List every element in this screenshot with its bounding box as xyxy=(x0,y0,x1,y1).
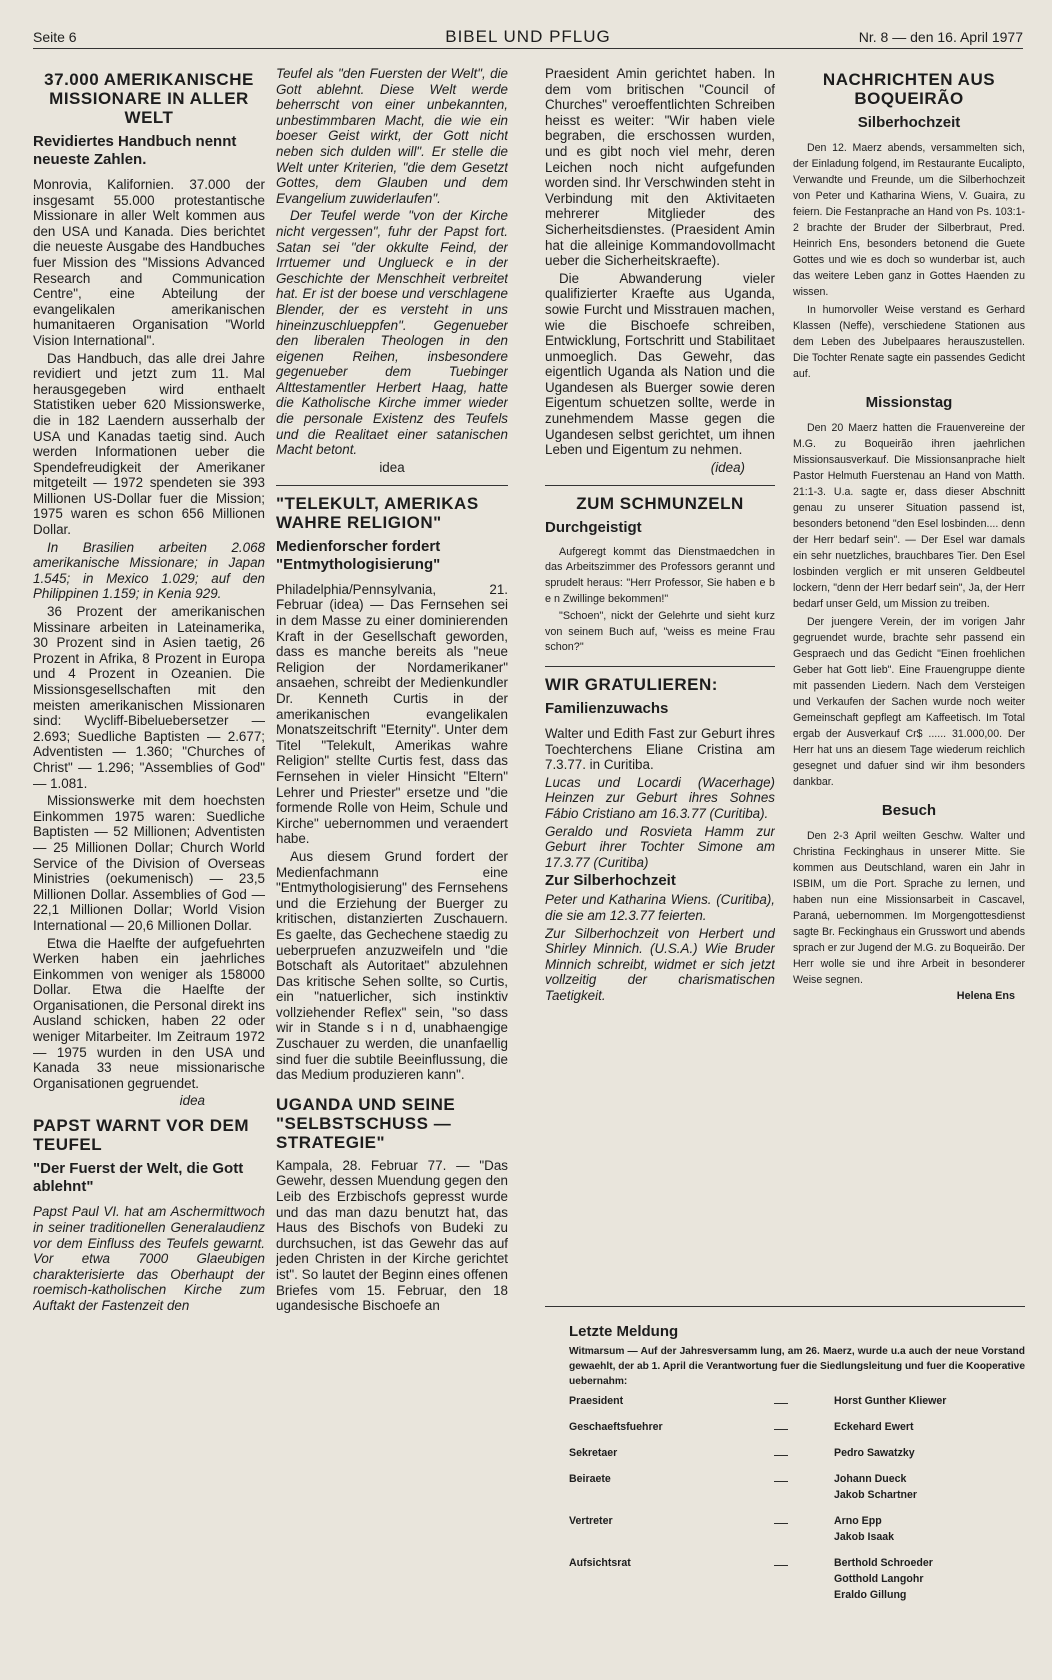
article-paragraph: In humorvoller Weise verstand es Gerhard Klassen (Neffe), verschiedene Stationen aus dem Leben des Jubelpaares herauszustellen. Die Tochter Renate sagte ein passendes Gedicht auf. xyxy=(793,304,1025,380)
issue-date: Nr. 8 — den 16. April 1977 xyxy=(858,29,1023,45)
name-cell: Pedro Sawatzky xyxy=(834,1447,915,1459)
table-row xyxy=(569,1547,1009,1573)
article-title: ZUM SCHMUNZELN xyxy=(576,493,744,513)
article-paragraph: Aus diesem Grund fordert der Medienfachmann eine "Entmythologisierung" des Fernsehens und die Erziehung der Buerger zu kritischen, distanzierten Zuschauern. Es gaelte, das Gechechene staedig zu ueberpruefen anzuzweifeln und "die Botschaft als Autoritaet" abzulehnen Das kritische Sehen sollte, so Curtis, ein "natuerlicher, sich instinktiv vollziehender Reflex" sein, "so dass wir in Stande s i n d, unabhaengige Zuschauer zu werden, die unanfaellig sind fuer die subtile Beeinflussung, die das Medium produzieren kann". xyxy=(276,848,508,1083)
article-paragraph: Zur Silberhochzeit von Herbert und Shirley Minnich. (U.S.A.) Wie Bruder Minnich schreibt, widmet er sich jetzt vollzeitig der charismatischen Taetigkeit. xyxy=(545,925,775,1003)
name-cell: Gotthold Langohr xyxy=(834,1573,924,1585)
article-signature: Helena Ens xyxy=(956,990,1015,1002)
article-title: UGANDA UND SEINE "SELBSTSCHUSS — STRATEGIE" xyxy=(276,1094,456,1152)
table-row xyxy=(569,1531,1009,1547)
article-paragraph: Den 12. Maerz abends, versammelten sich, der Einladung folgend, im Restaurante Eucalipto, Verwandte und Freunde, um die Silberhochzeit von Peter und Katharina Wiens, V. Guaira, zu feiern. Die Festanprache an Hand von Ps. 103:1-2 brachte der Bruder der Silberbraut, Pred. Heinrich Ens, besonders betonend die Guete Gottes und wie es doch so wunderbar ist, auch das weitere Leben ganz in Gottes Haenden zu wissen. xyxy=(793,142,1025,298)
article-paragraph: In Brasilien arbeiten 2.068 amerikanische Missionare; in Japan 1.545; in Mexico 1.029; auf den Philippinen 1.159; in Kenia 929. xyxy=(33,539,265,602)
article-title: 37.000 AMERIKANISCHE MISSIONARE IN ALLER WELT xyxy=(44,70,254,127)
latest-news-intro: Witmarsum — Auf der Jahresversamm lung, am 26. Maerz, wurde u.a auch der neue Vorstand gewaehlt, der ab 1. April die Verantwortung fuer die Siedlungsleitung und fuer die Kooperative uebernahm: xyxy=(569,1346,1025,1387)
article-subtitle: "Der Fuerst der Welt, die Gott ablehnt" xyxy=(33,1160,244,1196)
column-4 xyxy=(793,66,1025,1294)
article-signature: (idea) xyxy=(710,459,745,475)
article-paragraph: Lucas und Locardi (Wacerhage) Heinzen zur Geburt ihres Sohnes Fábio Cristiano am 16.3.77 (Curitiba). xyxy=(545,774,775,821)
role-cell xyxy=(569,1589,774,1605)
role-cell: Praesident xyxy=(569,1395,624,1407)
name-cell: Arno Epp xyxy=(834,1515,882,1527)
article-subtitle: Revidiertes Handbuch nennt neueste Zahlen. xyxy=(33,133,237,168)
article-paragraph: "Schoen", nickt der Gelehrte und sieht kurz von seinem Buch auf, "weiss es meine Frau schon?" xyxy=(545,610,775,654)
role-cell xyxy=(569,1531,774,1547)
latest-news-title: Letzte Meldung xyxy=(569,1323,679,1340)
article-paragraph: Geraldo und Rosvieta Hamm zur Geburt ihrer Tochter Simone am 17.3.77 (Curitiba) xyxy=(545,823,775,870)
article-paragraph: Das Handbuch, das alle drei Jahre revidiert und jetzt zum 11. Mal herausgegeben wird enthaelt Statistiken ueber 620 Missionswerke, die in 182 Laendern ausserhalb der USA und Kanadas taetig sind. Auch werden Informationen ueber die Spendefreudigkeit der Amerikaner mitgeteilt — 1972 spendeten sie 393 Millionen US-Dollar fuer die Mission; 1975 waren es schon 656 Millionen Dollar. xyxy=(33,350,265,538)
table-row xyxy=(569,1395,1009,1411)
role-cell xyxy=(569,1489,774,1505)
role-cell: Beiraete xyxy=(569,1473,611,1485)
dash-cell: — xyxy=(774,1394,788,1410)
latest-news-box xyxy=(545,1306,1025,1676)
newspaper-title: BIBEL UND PFLUG xyxy=(445,27,611,46)
article-title: PAPST WARNT VOR DEM TEUFEL xyxy=(33,1116,250,1155)
page-header xyxy=(33,26,1023,49)
article-paragraph: Peter und Katharina Wiens. (Curitiba), die sie am 12.3.77 feierten. xyxy=(545,892,775,923)
article-subtitle: Zur Silberhochzeit xyxy=(545,872,676,890)
divider xyxy=(545,485,775,486)
role-cell: Geschaeftsfuehrer xyxy=(569,1421,663,1433)
table-row xyxy=(569,1489,1009,1505)
table-row xyxy=(569,1505,1009,1531)
article-paragraph: Praesident Amin gerichtet haben. In dem vom britischen "Council of Churches" veroeffentlichten Schreiben heisst es weiter: "Wir haben viele begraben, die erschossen wurden, und es gibt noch viel mehr, deren Leichen noch nicht aufgefunden worden sind. Ihr Verschwinden steht in Verbindung mit den Aktivitaeten mehrerer Mitglieder des Sicherheitsdienstes. (Praesident Amin hat die alleinige Kommandovollmacht ueber die Sicherheitskraefte). xyxy=(545,66,775,269)
dash-cell xyxy=(774,1573,834,1589)
article-paragraph: Den 2-3 April weilten Geschw. Walter und Christina Feckinghaus in unserer Mitte. Sie kommen aus Deutschland, waren ein Jahr in ISBIM, um die Port. Sprache zu lernen, und haben nun eine Missionsarbeit in Cascavel, Paraná, uebernommen. Im Morgengottesdienst sagte Br. Feckinghaus ein Grusswort und abends sprach er zur Jugend der M.G. zu Boqueirão. Der Herr wolle sie und ihre Arbeit in besonderer Weise segnen. xyxy=(793,830,1025,986)
name-cell: Jakob Isaak xyxy=(834,1531,895,1543)
article-signature: idea xyxy=(179,1093,205,1109)
section-heading: Missionstag xyxy=(865,394,953,411)
table-row xyxy=(569,1411,1009,1437)
article-title: WIR GRATULIEREN: xyxy=(545,675,718,694)
divider xyxy=(545,1306,1025,1307)
dash-cell: — xyxy=(774,1446,788,1462)
article-paragraph: Teufel als "den Fuersten der Welt", die Gott ablehnt. Diese Welt werde beherrscht von einer unbekannten, unbestimmbaren Macht, die wie ein boeser Geist wirkt, der Gott nicht neben sich dulden will". Er stelle die Welt unter Kriterien, "die dem Gesetzt Gottes, dem Glauben und dem Evangelium zuwiderlaufen". xyxy=(276,66,508,206)
article-subtitle: Durchgeistigt xyxy=(545,518,642,536)
article-paragraph: Der juengere Verein, der im vorigen Jahr gegruendet wurde, brachte sehr passend ein Gespraech und das Gedicht "Einen froehlichen Geber hat Gott lieb". Eine Frauengruppe diente mit passenden Liedern. Nach dem Versteigen und Verkaufen der Sachen wurde noch weiter Gemeinschaft gepflegt am Kaffeetisch. Im Total ergab der Ausverkauf Cr$ ...... 31.000,00. Der Herr hat uns an diesem Tage wiederum reichlich gesegnet und dafuer sind wir ihm besonders dankbar. xyxy=(793,616,1025,788)
article-paragraph: Walter und Edith Fast zur Geburt ihres Toechterchens Eliane Cristina am 7.3.77. in Curitiba. xyxy=(545,726,775,773)
article-subtitle: Medienforscher fordert "Entmythologisierung" xyxy=(276,537,441,573)
column-1 xyxy=(33,66,265,1666)
divider xyxy=(276,485,508,486)
dash-cell: — xyxy=(774,1514,788,1530)
name-cell: Horst Gunther Kliewer xyxy=(834,1395,947,1407)
article-title: NACHRICHTEN AUS BOQUEIRÃO xyxy=(822,70,996,108)
name-cell: Eckehard Ewert xyxy=(834,1421,914,1433)
role-cell: Sekretaer xyxy=(569,1447,618,1459)
name-cell: Eraldo Gillung xyxy=(834,1589,907,1601)
table-row xyxy=(569,1437,1009,1463)
article-paragraph: Die Abwanderung vieler qualifizierter Kraefte aus Uganda, sowie Furcht und Misstrauen machen, wie die Bischoefe schreiben, Entwicklung, Fortschritt und Stabilitaet unmoeglich. Das Gewehr, das eigentlich Uganda als Nation und die Ugandesen als Buerger sowie deren Eigentum schuetzen sollte, werde in zunehmendem Masse gegen die Ugandesen selbst gerichtet, um ihnen Leben und Eigentum zu nehmen. xyxy=(545,270,775,458)
article-paragraph: Der Teufel werde "von der Kirche nicht vergessen", fuhr der Papst fort. Satan sei "der okkulte Feind, der Irrtuemer und Unglueck e in der Geschichte der Menschheit verbreitet hat. Er ist der boese und verschlagene Blender, der es versteht in uns hineinzuschlueppfen". Gegenueber den liberalen Theologen in den eigenen Reihen, insbesondere gegenueber dem Tuebinger Alttestamentler Herbert Haag, hatte die Katholische Kirche immer wieder die personale Existenz des Teufels und die Realitaet einer satanischen Macht betont. xyxy=(276,208,508,458)
role-cell: Aufsichtsrat xyxy=(569,1557,631,1569)
name-cell: Johann Dueck xyxy=(834,1473,907,1485)
article-paragraph: Aufgeregt kommt das Dienstmaedchen in das Arbeitszimmer des Professors gerannt und sprudelt heraus: "Herr Professor, Sie haben e b e n Zwillinge bekommen!" xyxy=(545,545,775,605)
name-cell: Berthold Schroeder xyxy=(834,1557,933,1569)
article-paragraph: Papst Paul VI. hat am Aschermittwoch in seiner traditionellen Generalaudienz vor dem Einfluss des Teufels gewarnt. Vor etwa 7000 Glaeubigen charakterisierte das Oberhaupt der roemisch-katholischen Kirche zum Auftakt der Fastenzeit den xyxy=(33,1204,265,1313)
article-paragraph: Kampala, 28. Februar 77. — "Das Gewehr, dessen Muendung gegen den Leib des Erzbischofs gepresst wurde und das man dazu benutzt hat, das Haus des Bischofs von Budeki zu durchsuchen, ist das Gewehr das auf jeden Christen in der Kirche gerichtet ist". So lautet der Beginn eines offenen Briefes vom 15. Februar, den 18 ugandesische Bischoefe an xyxy=(276,1157,508,1314)
article-signature: idea xyxy=(379,459,405,475)
role-cell: Vertreter xyxy=(569,1515,613,1527)
article-title: "TELEKULT, AMERIKAS WAHRE RELIGION" xyxy=(276,493,479,532)
board-table xyxy=(569,1395,1009,1605)
divider xyxy=(545,666,775,667)
article-paragraph: Monrovia, Kalifornien. 37.000 der insgesamt 55.000 protestantische Missionare in aller Welt kommen aus den USA und Kanada. Dies berichtet die neueste Ausgabe des Handbuches fuer Mission des "Missions Advanced Research and Communication Centre", eine Abteilung der evangelikalen amerikanischen humanitaeren Organisation "World Vision International". xyxy=(33,177,265,348)
name-cell: Jakob Schartner xyxy=(834,1489,918,1501)
dash-cell: — xyxy=(774,1556,788,1572)
article-subtitle: Familienzuwachs xyxy=(545,700,669,717)
article-paragraph: Missionswerke mit dem hoechsten Einkommen 1975 waren: Suedliche Baptisten — 52 Millionen; Adventisten — 25 Millionen Dollar; Church World Service of the Division of Overseas Ministries (oekumenisch) — 23,5 Millionen Dollar. Assemblies of God — 22,1 Millionen Dollar; World Vision International — 20,6 Millionen Dollar. xyxy=(33,793,265,933)
dash-cell xyxy=(774,1489,834,1505)
page-number: Seite 6 xyxy=(33,29,77,45)
section-heading: Besuch xyxy=(881,802,937,819)
role-cell xyxy=(569,1573,774,1589)
table-row xyxy=(569,1573,1009,1589)
column-2 xyxy=(276,66,508,1666)
dash-cell xyxy=(774,1589,834,1605)
dash-cell: — xyxy=(774,1472,788,1488)
column-3 xyxy=(545,66,775,1294)
article-paragraph: 36 Prozent der amerikanischen Missinare arbeiten in Lateinamerika, 30 Prozent sind in Asien taetig, 26 Prozent in Afrika, 8 Prozent in Europa und 4 Prozent in Ozeanien. Die Missionsgesellschaften mit den meisten amerikanischen Missionaren sind: Wycliff-Bibeluebersetzer — 2.693; Suedliche Baptisten — 2.677; Adventisten — 1.360; "Churches of Christ" — 1.296; "Assemblies of God" — 1.081. xyxy=(33,604,265,791)
dash-cell xyxy=(774,1531,834,1547)
dash-cell: — xyxy=(774,1420,788,1436)
article-paragraph: Den 20 Maerz hatten die Frauenvereine der M.G. zu Boqueirão ihren jaehrlichen Missionsausverkauf. Die Missionsanprache hielt Pastor Helmuth Fuerstenau an Hand von Matth. 21:1-3. U.a. sagte er, dass dieser Abschnitt genau zu unserer Situation passend ist, besonders betonend "den Esel losbinden.... denn der Herr bedarf sein". — Der Esel war damals ein sehr nuetzliches, brauchbares Tier. Den Esel losbinden verglich er mit unseren Geldbeutel lockern, "denn der Herr bedarf sein", Ja, der Herr bedarf unser Geld, um Mission zu treiben. xyxy=(793,422,1025,610)
article-paragraph: Philadelphia/Pennsylvania, 21. Februar (idea) — Das Fernsehen sei in dem Masse zu einer dominierenden Kraft in der Gesellschaft geworden, dass es manche bereits als "neue Religion der Nordamerikaner" ansaehen, schreibt der Medienkundler Dr. Kenneth Curtis in der amerikanischen evangelikalen Monatszeitschrift "Eternity". Unter dem Titel "Telekult, Amerikas wahre Religion" stellte Curtis fest, dass das Fernsehen in vieler Hinsicht "Eltern" Lehrer und Priester" ersetze und "die formende Rolle von Heim, Schule und Kirche" uebernommen und veraendert habe. xyxy=(276,581,508,847)
table-row xyxy=(569,1463,1009,1489)
section-heading: Silberhochzeit xyxy=(857,114,961,131)
table-row xyxy=(569,1589,1009,1605)
article-paragraph: Etwa die Haelfte der aufgefuehrten Werken haben ein jaehrliches Einkommen von weniger als 158000 Dollar. Etwa die Haelfte der Organisationen, die Personal direkt ins Ausland schicken, haben 22 oder weniger Mitarbeiter. Im Zeitraum 1972 — 1975 wurden in den USA und Kanada 33 neue missionarische Organisationen gegruendet. xyxy=(33,935,265,1091)
